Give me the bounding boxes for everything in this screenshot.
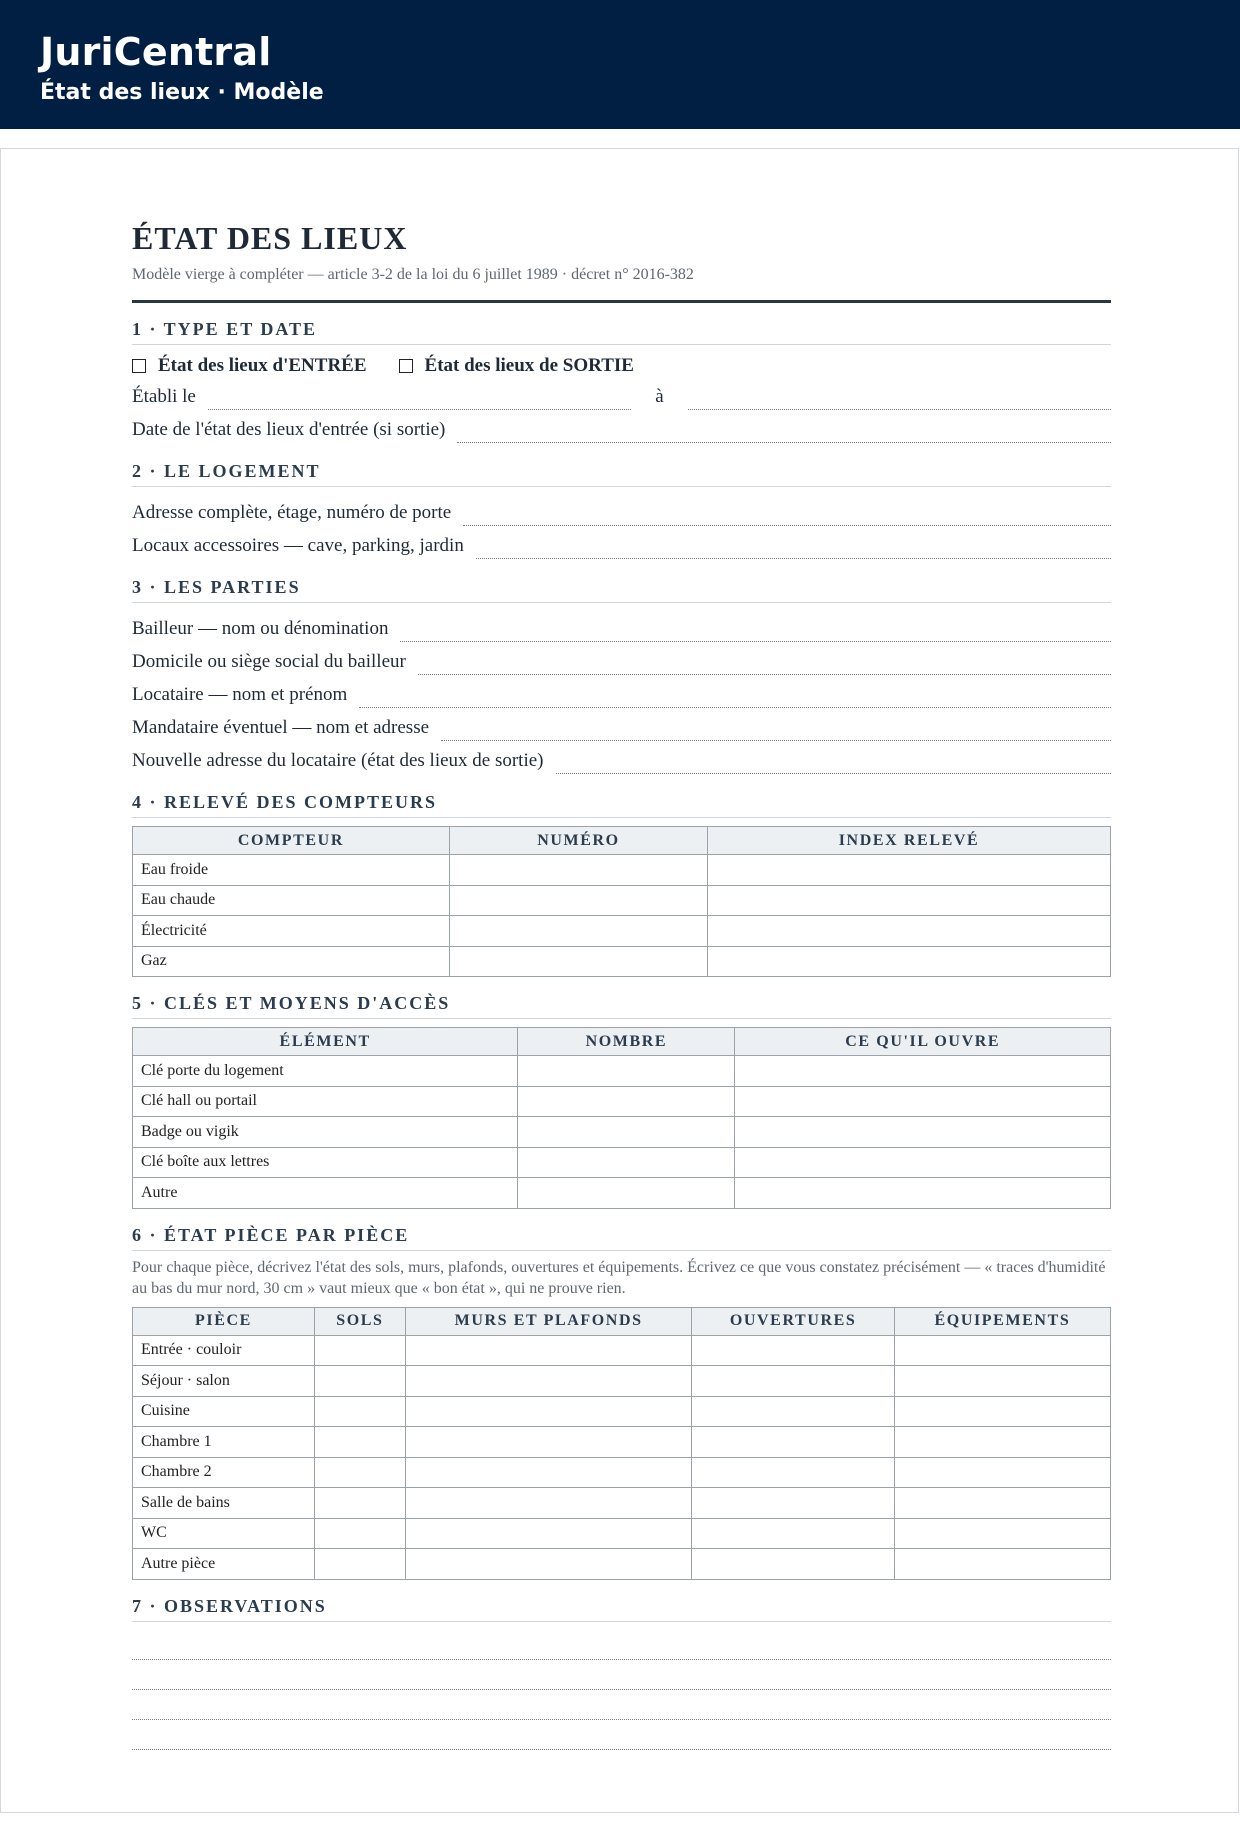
table-cell[interactable] [405,1427,692,1458]
table-cell[interactable] [708,946,1111,977]
field-party [132,611,1111,644]
checkbox-exit-label: État des lieux de SORTIE [424,355,634,376]
column-header: ÉLÉMENT [133,1028,518,1056]
table-cell[interactable] [692,1457,894,1488]
table-header-row [133,1307,1111,1335]
row-label: Clé porte du logement [133,1056,518,1087]
table-cell[interactable] [735,1086,1111,1117]
table-cell[interactable] [894,1488,1110,1519]
column-header: SOLS [314,1307,405,1335]
row-label: Électricité [133,916,450,947]
section-title-compteurs: 4 · RELEVÉ DES COMPTEURS [132,791,1111,818]
observation-line[interactable] [132,1660,1111,1690]
table-cell[interactable] [692,1518,894,1549]
inventory-type-checkboxes [132,353,1111,379]
table-cell[interactable] [518,1117,735,1148]
table-cell[interactable] [314,1488,405,1519]
table-cell[interactable] [405,1488,692,1519]
table-cell[interactable] [735,1147,1111,1178]
column-header: COMPTEUR [133,827,450,855]
field-party [132,710,1111,743]
field-address-label: Adresse complète, étage, numéro de porte [132,502,452,523]
table-row [133,946,1111,977]
table-row [133,1488,1111,1519]
checkbox-exit[interactable] [399,355,634,377]
row-label: Eau chaude [133,885,450,916]
table-row [133,1335,1111,1366]
table-cell[interactable] [692,1366,894,1397]
row-label: Badge ou vigik [133,1117,518,1148]
table-cell[interactable] [692,1335,894,1366]
field-party [132,644,1111,677]
section-title-type-date: 1 · TYPE ET DATE [132,318,1111,345]
column-header: ÉQUIPEMENTS [894,1307,1110,1335]
table-row [133,1457,1111,1488]
row-label: Chambre 2 [133,1457,315,1488]
app-header [0,0,1240,129]
section-title-observations: 7 · OBSERVATIONS [132,1595,1111,1622]
table-cell[interactable] [518,1147,735,1178]
table-cell[interactable] [518,1056,735,1087]
row-label: Séjour · salon [133,1366,315,1397]
table-row [133,1056,1111,1087]
field-place-line[interactable] [688,409,1111,410]
meters-table [132,826,1111,977]
table-cell[interactable] [518,1178,735,1209]
table-row [133,855,1111,886]
checkbox-square-icon[interactable] [132,359,146,373]
section-title-logement: 2 · LE LOGEMENT [132,460,1111,487]
table-cell[interactable] [405,1518,692,1549]
field-accessory-line[interactable] [476,558,1111,559]
table-cell[interactable] [692,1396,894,1427]
table-cell[interactable] [894,1549,1110,1580]
table-cell[interactable] [894,1396,1110,1427]
field-party-line[interactable] [418,674,1111,675]
row-label: Clé boîte aux lettres [133,1147,518,1178]
field-party-label: Mandataire éventuel — nom et adresse [132,717,430,738]
section-title-parties: 3 · LES PARTIES [132,576,1111,603]
document-subtitle: Modèle vierge à compléter — article 3-2 de la loi du 6 juillet 1989 · décret n° 2016-382 [132,266,694,283]
field-party-line[interactable] [359,707,1111,708]
header-subtitle: État des lieux · Modèle [40,80,324,105]
row-label: Entrée · couloir [133,1335,315,1366]
table-cell[interactable] [449,855,707,886]
table-row [133,1396,1111,1427]
field-party-label: Domicile ou siège social du bailleur [132,651,406,672]
table-cell[interactable] [894,1366,1110,1397]
row-label: Gaz [133,946,450,977]
table-cell[interactable] [894,1518,1110,1549]
table-cell[interactable] [894,1457,1110,1488]
row-label: Cuisine [133,1396,315,1427]
field-party-line[interactable] [441,740,1111,741]
table-cell[interactable] [708,855,1111,886]
document-content [132,219,1111,1750]
field-party-label: Locataire — nom et prénom [132,684,348,705]
table-cell[interactable] [314,1396,405,1427]
table-cell[interactable] [449,946,707,977]
table-cell[interactable] [314,1549,405,1580]
table-cell[interactable] [518,1086,735,1117]
table-row [133,1086,1111,1117]
observation-line[interactable] [132,1690,1111,1720]
observation-line[interactable] [132,1630,1111,1660]
table-row [133,885,1111,916]
table-header-row [133,827,1111,855]
table-row [133,1427,1111,1458]
table-cell[interactable] [314,1335,405,1366]
field-etabli-date-line[interactable] [208,409,631,410]
brand-logo-text: JuriCentral [40,30,272,74]
field-entry-date [132,412,1111,445]
table-row [133,1518,1111,1549]
table-row [133,1147,1111,1178]
table-cell[interactable] [894,1335,1110,1366]
table-cell[interactable] [405,1549,692,1580]
checkbox-entry[interactable] [132,355,367,377]
field-etabli [132,379,1111,412]
document-sheet [0,148,1239,1813]
column-header: MURS ET PLAFONDS [405,1307,692,1335]
field-party-label: Bailleur — nom ou dénomination [132,618,389,639]
table-cell[interactable] [314,1518,405,1549]
field-address [132,495,1111,528]
table-cell[interactable] [692,1488,894,1519]
table-cell[interactable] [735,1117,1111,1148]
table-cell[interactable] [405,1335,692,1366]
row-label: Clé hall ou portail [133,1086,518,1117]
field-address-line[interactable] [463,525,1111,526]
table-cell[interactable] [405,1366,692,1397]
table-row [133,1117,1111,1148]
table-cell[interactable] [692,1427,894,1458]
title-divider [132,300,1111,303]
field-entry-date-label: Date de l'état des lieux d'entrée (si sortie) [132,419,446,440]
field-party-label: Nouvelle adresse du locataire (état des lieux de sortie) [132,750,544,771]
table-cell[interactable] [405,1396,692,1427]
column-header: CE QU'IL OUVRE [735,1028,1111,1056]
row-label: Autre pièce [133,1549,315,1580]
column-header: PIÈCE [133,1307,315,1335]
field-accessory-label: Locaux accessoires — cave, parking, jardin [132,535,464,556]
checkbox-square-icon[interactable] [399,359,413,373]
table-row [133,916,1111,947]
column-header: OUVERTURES [692,1307,894,1335]
document-title: ÉTAT DES LIEUX [132,220,408,256]
column-header: NOMBRE [518,1028,735,1056]
table-cell[interactable] [735,1178,1111,1209]
table-cell[interactable] [314,1366,405,1397]
keys-table [132,1027,1111,1209]
section-title-cles: 5 · CLÉS ET MOYENS D'ACCÈS [132,992,1111,1019]
field-entry-date-line[interactable] [457,442,1111,443]
field-party-line[interactable] [400,641,1111,642]
row-label: Eau froide [133,855,450,886]
field-party [132,677,1111,710]
rooms-table [132,1307,1111,1580]
column-header: NUMÉRO [449,827,707,855]
table-cell[interactable] [314,1427,405,1458]
table-cell[interactable] [708,885,1111,916]
table-cell[interactable] [314,1457,405,1488]
row-label: Chambre 1 [133,1427,315,1458]
field-accessory [132,528,1111,561]
field-party [132,743,1111,776]
field-place-label: à [655,386,664,407]
row-label: WC [133,1518,315,1549]
column-header: INDEX RELEVÉ [708,827,1111,855]
table-cell[interactable] [692,1549,894,1580]
table-row [133,1366,1111,1397]
section-title-pieces: 6 · ÉTAT PIÈCE PAR PIÈCE [132,1224,1111,1251]
field-etabli-label: Établi le [132,386,196,407]
table-cell[interactable] [708,916,1111,947]
table-cell[interactable] [735,1056,1111,1087]
field-party-line[interactable] [556,773,1112,774]
table-cell[interactable] [405,1457,692,1488]
table-cell[interactable] [449,885,707,916]
table-cell[interactable] [894,1427,1110,1458]
table-header-row [133,1028,1111,1056]
row-label: Salle de bains [133,1488,315,1519]
observation-line[interactable] [132,1720,1111,1750]
row-label: Autre [133,1178,518,1209]
table-row [133,1549,1111,1580]
table-row [133,1178,1111,1209]
rooms-instructions: Pour chaque pièce, décrivez l'état des sols, murs, plafonds, ouvertures et équipements. Écrivez ce que vous constatez précisément — « traces d'humidité au bas du mur nord, 30 cm » vaut mieux que « bon état », qui ne prouve rien. [132,1258,1106,1297]
table-cell[interactable] [449,916,707,947]
checkbox-entry-label: État des lieux d'ENTRÉE [158,355,367,376]
